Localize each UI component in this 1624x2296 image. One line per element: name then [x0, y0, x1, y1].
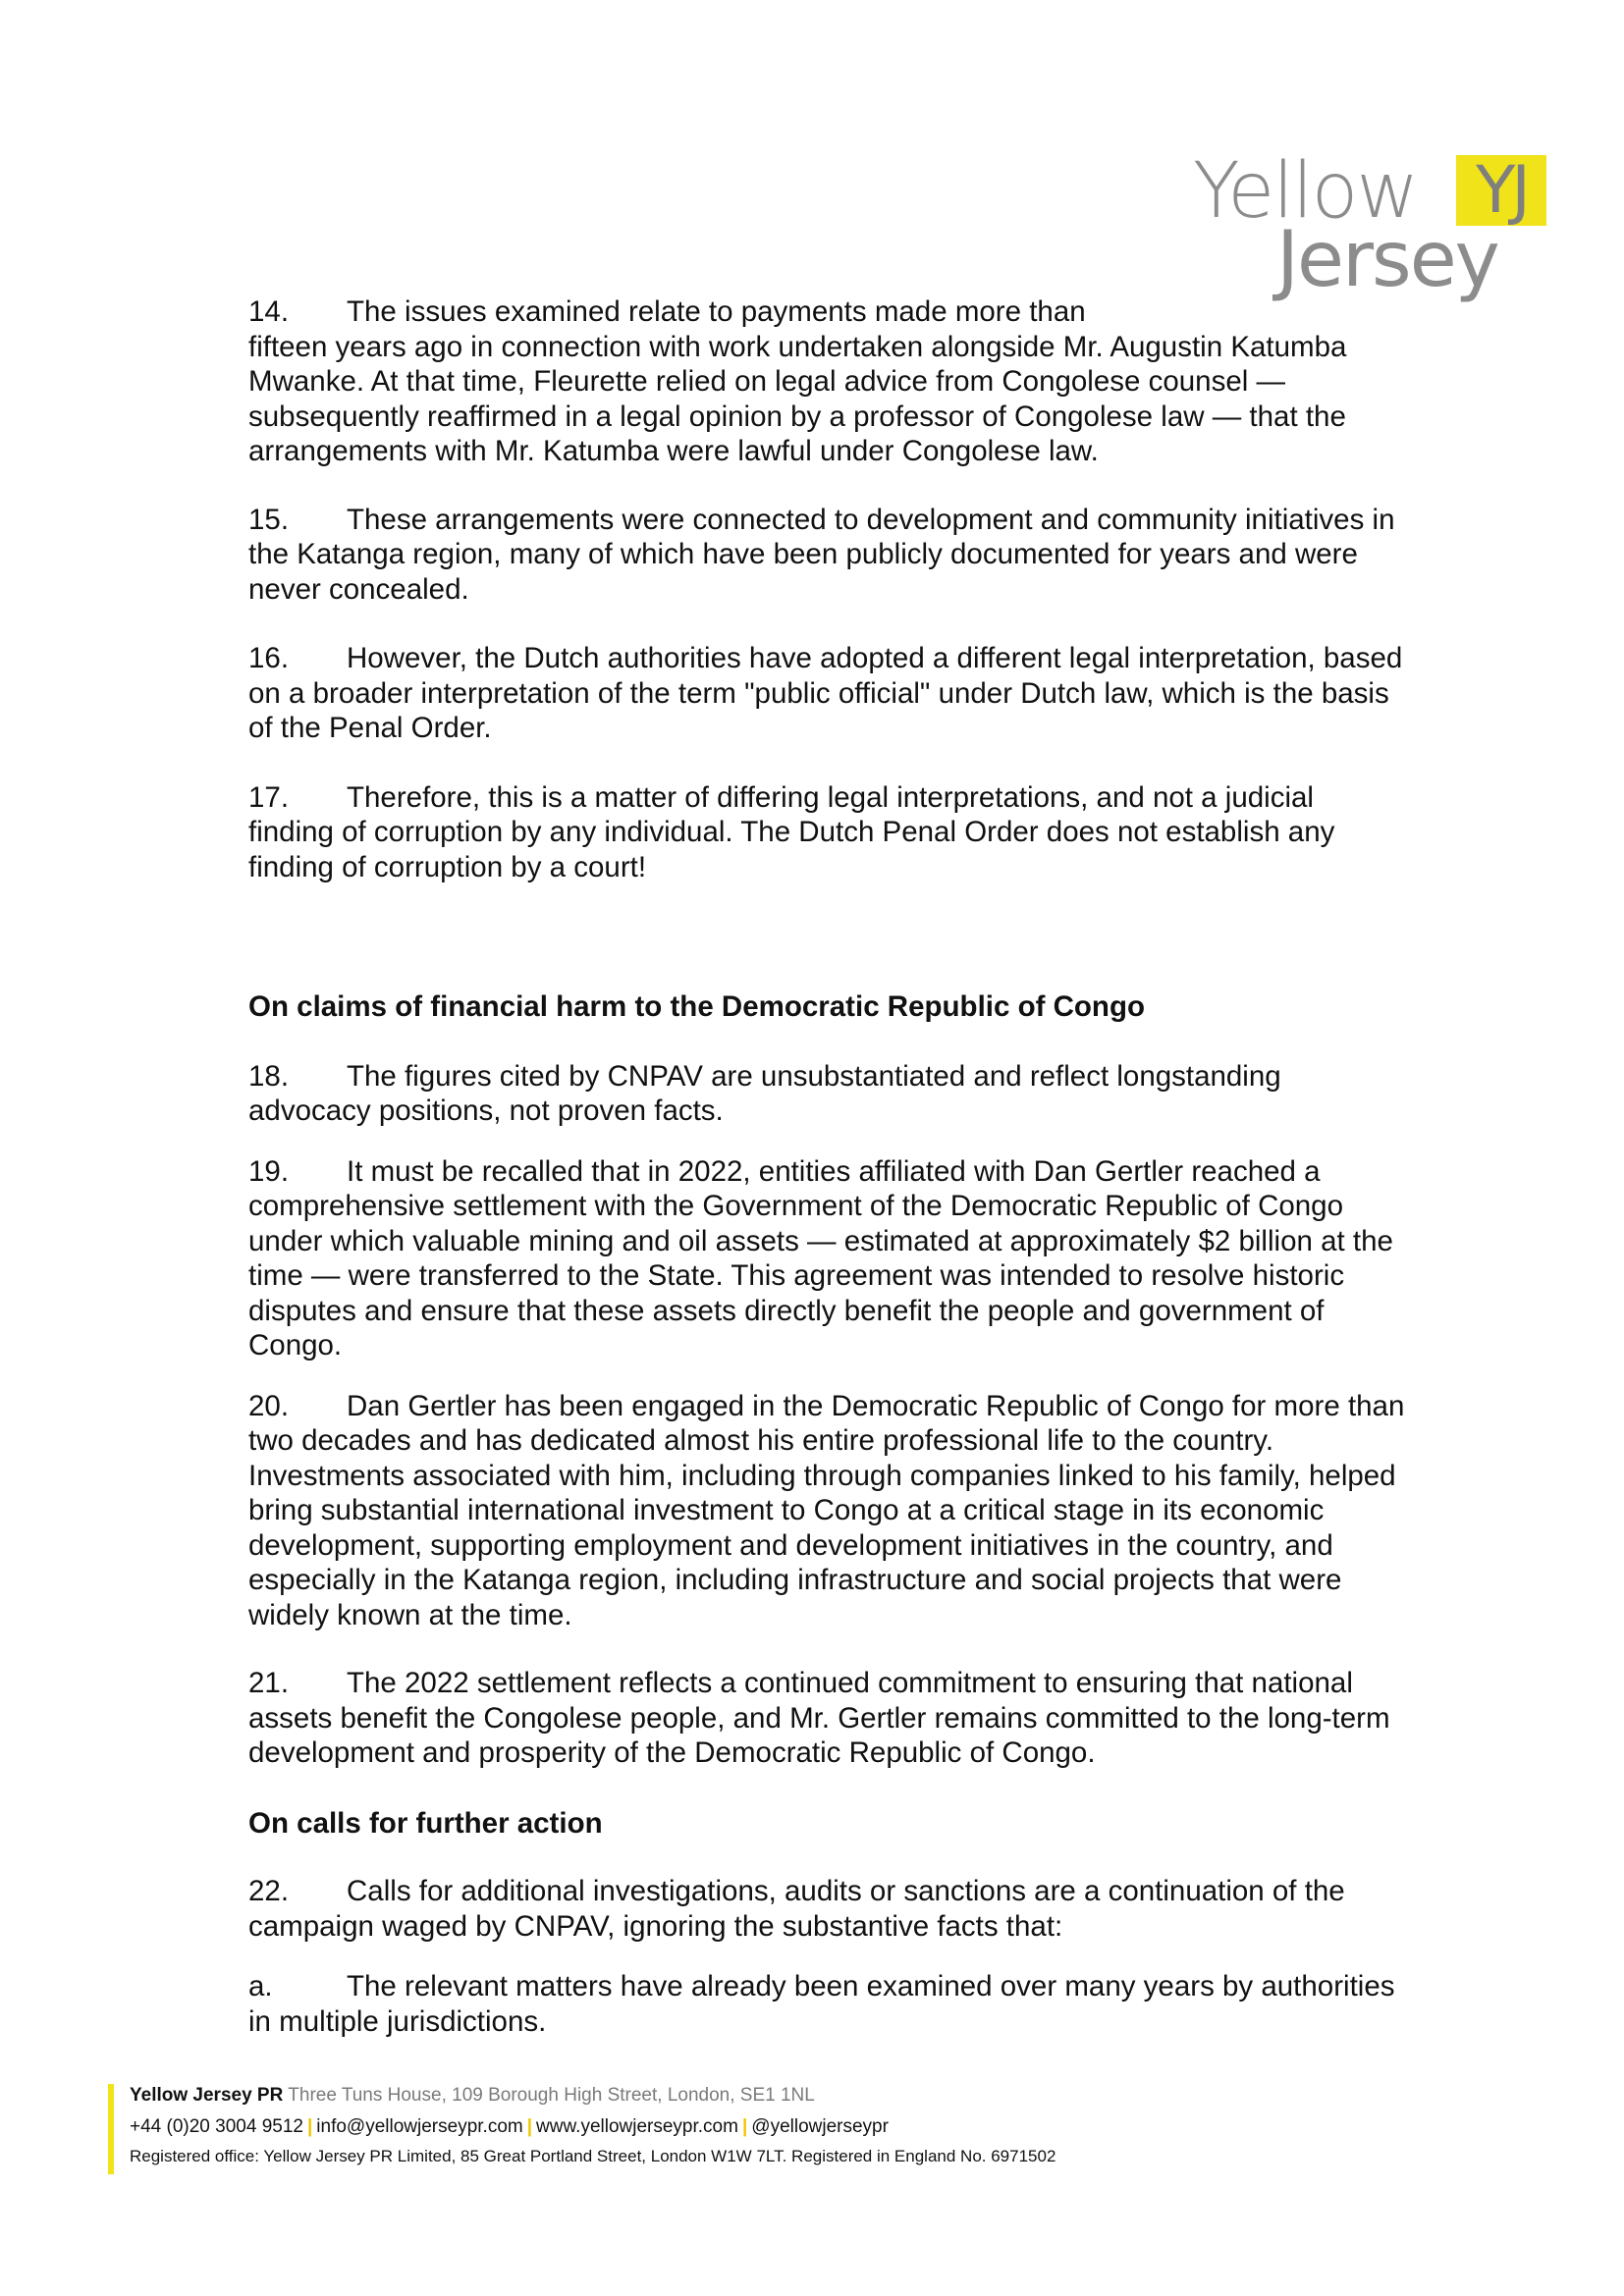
paragraph-15 [248, 503, 1407, 608]
paragraph-number: 19. [248, 1154, 290, 1188]
footer-separator: | [741, 2116, 748, 2137]
footer-address: Three Tuns House, 109 Borough High Street, London, SE1 1NL [288, 2085, 815, 2106]
paragraph-number: 17. [248, 780, 290, 814]
paragraph-17-text: Therefore, this is a matter of differing legal interpretations, and not a judicial finding of corruption by any individual. The Dutch Penal Order does not establish any finding of corruption by a court! [248, 780, 1335, 883]
footer-address-line [130, 2084, 815, 2108]
footer-social[interactable]: @yellowjerseypr [751, 2116, 889, 2137]
paragraph-19 [248, 1154, 1407, 1363]
footer-contact-line [130, 2115, 889, 2139]
paragraph-number: 21. [248, 1667, 290, 1699]
paragraph-21 [248, 1666, 1407, 1771]
logo-word-jersey: Jersey [1276, 216, 1498, 304]
footer-registered-line: Registered office: Yellow Jersey PR Limited, 85 Great Portland Street, London W1W 7LT. Registered in England No. 6971502 [130, 2147, 1056, 2165]
section-heading-financial-harm: On claims of financial harm to the Democratic Republic of Congo [248, 990, 1145, 1023]
paragraph-22-text: Calls for additional investigations, audits or sanctions are a continuation of the campaign waged by CNPAV, ignoring the substantive facts that: [248, 1875, 1345, 1943]
paragraph-letter: a. [248, 1970, 273, 2002]
paragraph-22 [248, 1874, 1407, 1944]
letterhead-footer [108, 2084, 1384, 2174]
paragraph-14-text: fifteen years ago in connection with work undertaken alongside Mr. Augustin Katumba Mwanke. At that time, Fleurette relied on legal advice from Congolese counsel — subsequently reaffirmed in a legal opinion by a professor of Congolese law — that the arrangements with Mr. Katumba were lawful under Congolese law. [248, 330, 1347, 467]
paragraph-number: 14. [248, 295, 290, 328]
section-heading-further-action: On calls for further action [248, 1806, 603, 1840]
yellow-jersey-logo [1193, 147, 1546, 314]
paragraph-15-text: These arrangements were connected to development and community initiatives in the Katanga region, many of which have been publicly documented for years and were never concealed. [248, 503, 1395, 606]
paragraph-14-lead: The issues examined relate to payments made more than [347, 295, 1086, 328]
paragraph-19-text: It must be recalled that in 2022, entities affiliated with Dan Gertler reached a comprehensive settlement with the Government of the Democratic Republic of Congo under which valuable mining and oil assets — estimated at approximately $2 billion at the time — were transferred to the State. This agreement was intended to resolve historic disputes and ensure that these assets directly benefit the people and government of Congo. [248, 1154, 1393, 1362]
logo-yj-badge: YJ [1456, 155, 1546, 226]
paragraph-21-text: The 2022 settlement reflects a continued commitment to ensuring that national assets benefit the Congolese people, and Mr. Gertler remains committed to the long-term development and prosperity of the Democratic Republic of Congo. [248, 1667, 1390, 1769]
letter-body [248, 294, 1407, 2039]
paragraph-16 [248, 641, 1407, 746]
paragraph-number: 16. [248, 642, 290, 674]
footer-brand: Yellow Jersey PR [130, 2085, 284, 2106]
footer-separator: | [306, 2116, 313, 2137]
paragraph-16-text: However, the Dutch authorities have adopted a different legal interpretation, based on a broader interpretation of the term "public official" under Dutch law, which is the basis of the Penal Order. [248, 642, 1403, 744]
footer-website[interactable]: www.yellowjerseypr.com [536, 2116, 738, 2137]
paragraph-18-text: The figures cited by CNPAV are unsubstantiated and reflect longstanding advocacy positions, not proven facts. [248, 1059, 1281, 1127]
footer-accent-bar [108, 2084, 114, 2174]
footer-phone[interactable]: +44 (0)20 3004 9512 [130, 2116, 303, 2137]
logo-word-yellow: Yellow [1193, 147, 1418, 236]
paragraph-number: 20. [248, 1389, 290, 1422]
paragraph-14 [248, 294, 1407, 469]
footer-email[interactable]: info@yellowjerseypr.com [316, 2116, 523, 2137]
paragraph-a [248, 1969, 1407, 2039]
paragraph-20-text: Dan Gertler has been engaged in the Democratic Republic of Congo for more than two decades and has dedicated almost his entire professional life to the country. Investments associated with him, including through companies linked to his family, helped bring substantial international investment to Congo at a critical stage in its economic development, supporting employment and development initiatives in the country, and especially in the Katanga region, including infrastructure and social projects that were widely known at the time. [248, 1389, 1405, 1631]
paragraph-number: 15. [248, 503, 290, 536]
paragraph-number: 22. [248, 1875, 290, 1907]
paragraph-number: 18. [248, 1059, 290, 1093]
paragraph-18 [248, 1059, 1407, 1129]
paragraph-17 [248, 780, 1407, 885]
footer-separator: | [526, 2116, 533, 2137]
paragraph-14-first-line [248, 294, 1407, 330]
paragraph-a-text: The relevant matters have already been examined over many years by authorities in multiple jurisdictions. [248, 1970, 1395, 2038]
paragraph-20 [248, 1389, 1407, 1633]
